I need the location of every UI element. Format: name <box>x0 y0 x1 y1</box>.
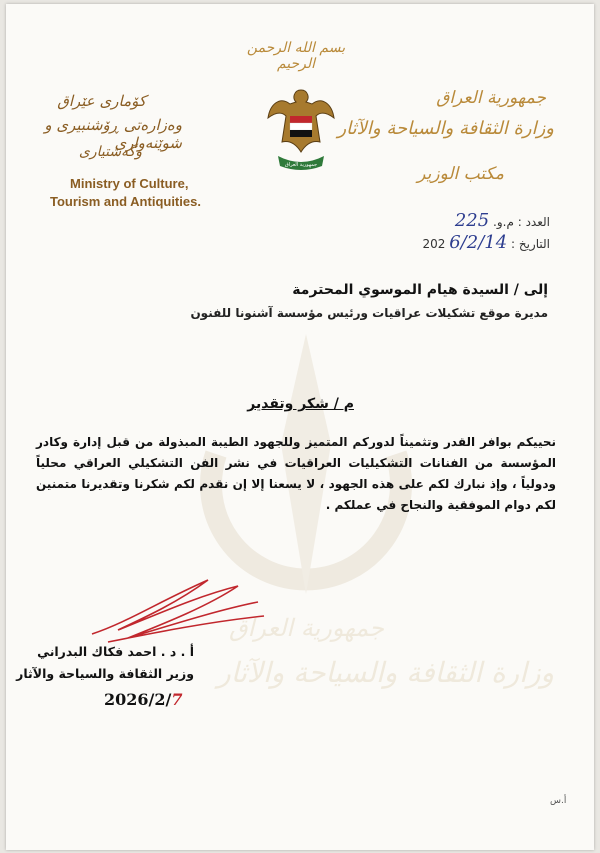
footer-initials: أ.س <box>550 796 567 806</box>
signature-date <box>104 690 183 709</box>
header-ministry: وزارة الثقافة والسياحة والآثار <box>337 118 554 139</box>
watermark-line-2: وزارة الثقافة والسياحة والآثار <box>217 656 554 689</box>
eagle-emblem-icon <box>266 82 336 177</box>
kurdish-tourism: وگەشتیاری <box>78 144 142 160</box>
english-ministry-line1: Ministry of Culture, <box>70 176 189 191</box>
watermark-line-1: جمهورية العراق <box>228 614 384 642</box>
letter-page <box>6 4 594 850</box>
document-date <box>422 232 550 253</box>
basmala: بسم الله الرحمن الرحيم <box>246 40 346 72</box>
recipient-position: مديرة موقع تشكيلات عراقيات ورئيس مؤسسة آشنونا للفنون <box>190 306 548 320</box>
letter-body: نحييكم بوافر القدر وتثميناً لدوركم المتميز وللجهود الطيبة المبذولة من قبل إدارة وكادر المؤسسة من الفنانات التشكيليات العراقيات في نشر الفن التشكيلي العراقي محلياً ودولياً ، وإذ نبارك لكم على هذه الجهود ، لا يسعنا إلا إن نقدم لكم شكرنا وتقديرنا متمنين لكم دوام الموفقية والنجاح في عملكم . <box>36 435 556 512</box>
signatory-name: أ . د . احمد فكاك البدراني <box>37 644 194 659</box>
header-office: مكتب الوزير <box>417 164 504 184</box>
signatory-title: وزير الثقافة والسياحة والآثار <box>16 666 194 681</box>
kurdish-ministry: وەزارەتی ڕۆشنبیری و شوێنەواری <box>44 116 182 152</box>
document-number <box>455 210 550 231</box>
signature-date-printed: 2026/2/ <box>104 690 172 709</box>
number-label: العدد : <box>517 215 550 229</box>
kurdish-country: كۆماری عێراق <box>57 92 146 110</box>
date-value: 6/2/14 <box>449 232 508 253</box>
english-ministry-line2: Tourism and Antiquities. <box>50 194 201 209</box>
recipient-line: إلى / السيدة هيام الموسوي المحترمة <box>292 282 548 298</box>
emblem-caption: جمهورية العراق <box>284 162 318 168</box>
signature-date-day: 7 <box>171 690 183 709</box>
number-prefix: م.و. <box>493 215 514 229</box>
header-country: جمهورية العراق <box>436 88 546 108</box>
handwritten-signature <box>88 572 268 652</box>
subject-line: م / شكر وتقدير <box>247 396 354 412</box>
number-value: 225 <box>454 210 490 231</box>
date-label: التاريخ : <box>510 237 550 251</box>
date-prefix: 202 <box>422 237 446 251</box>
